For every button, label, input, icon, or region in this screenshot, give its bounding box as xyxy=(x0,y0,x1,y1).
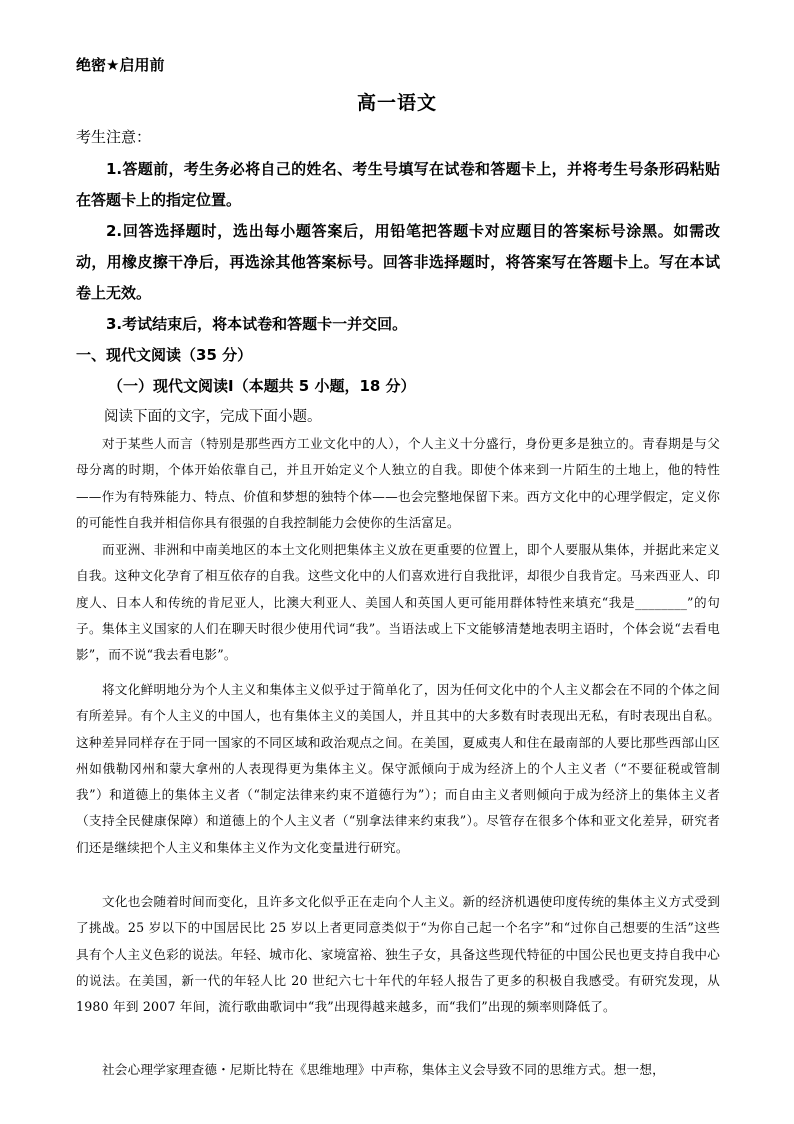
notice-heading: 考生注意： xyxy=(76,128,152,146)
article-paragraph-5: 社会心理学家理查德・尼斯比特在《思维地理》中声称，集体主义会导致不同的思维方式。想一想， xyxy=(102,1062,665,1077)
confidential-label: 绝密★启用前 xyxy=(76,56,165,74)
section-subtitle: （一）现代文阅读Ⅰ（本题共 5 小题，18 分） xyxy=(108,377,416,395)
article-paragraph-3: 将文化鲜明地分为个人主义和集体主义似乎过于简单化了，因为任何文化中的个人主义都会在不同的个体之间有所差异。有个人主义的中国人，也有集体主义的美国人，并且其中的大多数有时表现出无私，有时表现出自私。这种差异同样存在于同一国家的不同区域和政治观点之间。在美国，夏威夷人和住在最南部的人要比那些西部山区州如俄勒冈州和蒙大拿州的人表现得更为集体主义。保守派倾向于成为经济上的个人主义者（“不要征税或管制我”）和道德上的集体主义者（“制定法律来约束不道德行为”）；而自由主义者则倾向于成为经济上的集体主义者（支持全民健康保障）和道德上的个人主义者（“别拿法律来约束我”）。尽管存在很多个体和亚文化差异，研究者们还是继续把个人主义和集体主义作为文化变量进行研究。 xyxy=(76,682,720,855)
section-title: 一、现代文阅读（35 分） xyxy=(76,346,253,364)
article-paragraph-1: 对于某些人而言（特别是那些西方工业文化中的人），个人主义十分盛行，身份更多是独立的。青春期是与父母分离的时期，个体开始依靠自己，并且开始定义个人独立的自我。即使个体来到一片陌生的土地上，他的特性——作为有特殊能力、特点、价值和梦想的独特个体——也会完整地保留下来。西方文化中的心理学假定，定义你的可能性自我并相信你具有很强的自我控制能力会使你的生活富足。 xyxy=(76,436,720,530)
notice-item-3: 3.考试结束后，将本试卷和答题卡一并交回。 xyxy=(106,315,408,333)
article-paragraph-4: 文化也会随着时间而变化，且许多文化似乎正在走向个人主义。新的经济机遇使印度传统的集体主义方式受到了挑战。25 岁以下的中国居民比 25 岁以上者更同意类似于“为你自己起一个名字”和“过你自己想要的生活”这些具有个人主义色彩的说法。年轻、城市化、家境富裕、独生子女，具备这些现代特征的中国公民也更支持自我中心的说法。在美国，新一代的年轻人比 20 世纪六七十年代的年轻人报告了更多的积极自我感受。有研究发现，从 1980 年到 2007 年间，流行歌曲歌词中“我”出现得越来越多，而“我们”出现的频率则降低了。 xyxy=(76,894,720,1015)
notice-item-1: 1.答题前，考生务必将自己的姓名、考生号填写在试卷和答题卡上，并将考生号条形码粘贴在答题卡上的指定位置。 xyxy=(76,160,720,209)
page-title: 高一语文 xyxy=(356,92,437,114)
notice-item-2: 2.回答选择题时，选出每小题答案后，用铅笔把答题卡对应题目的答案标号涂黑。如需改动，用橡皮擦干净后，再选涂其他答案标号。回答非选择题时，将答案写在答题卡上。写在本试卷上无效。 xyxy=(76,222,720,302)
article-paragraph-2: 而亚洲、非洲和中南美地区的本土文化则把集体主义放在更重要的位置上，即个人要服从集体，并据此来定义自我。这种文化孕育了相互依存的自我。这些文化中的人们喜欢进行自我批评，却很少自我肯定。马来西亚人、印度人、日本人和传统的肯尼亚人，比澳大利亚人、美国人和英国人更可能用群体特性来填充“我是________”的句子。集体主义国家的人们在聊天时很少使用代词“我”。当语法或上下文能够清楚地表明主语时，个体会说“去看电影”，而不说“我去看电影”。 xyxy=(76,542,720,663)
reading-instruction: 阅读下面的文字，完成下面小题。 xyxy=(104,409,322,425)
